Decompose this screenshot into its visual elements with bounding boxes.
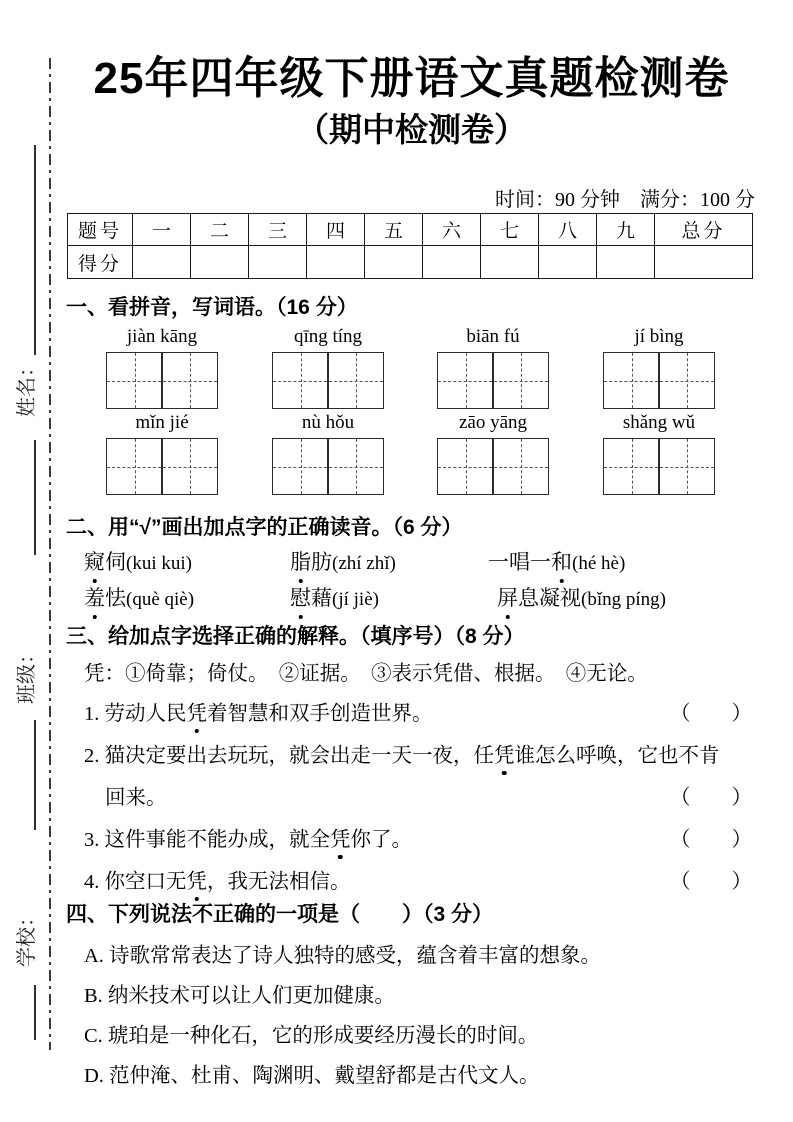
score-table-score-row: [68, 246, 753, 279]
option-a[interactable]: A. 诗歌常常表达了诗人独特的感受，蕴含着丰富的想象。: [84, 945, 602, 967]
q-post: 谁怎么呼唤，它也不肯: [514, 745, 720, 767]
q-pre: 2. 猫决定要出去玩玩，就会出走一天一夜，任: [84, 745, 494, 767]
score-table-header-cell: 题号: [68, 214, 133, 246]
time-score-info: 时间：90 分钟 满分：100 分: [495, 189, 755, 211]
question-text: [84, 864, 351, 894]
q-post: 着智慧和双手创造世界。: [207, 703, 433, 725]
word-entry[interactable]: [84, 546, 192, 576]
pinyin-hint: (zhí zhǐ): [332, 553, 396, 574]
writing-box[interactable]: [272, 352, 384, 409]
dotted-char: 窥: [84, 546, 105, 576]
word-entry[interactable]: [290, 582, 379, 612]
score-cell[interactable]: [365, 246, 423, 279]
word-pre: 一唱一: [488, 550, 551, 574]
page-title: 25年四年级下册语文真题检测卷: [93, 54, 730, 103]
score-table-header-cell: 三: [249, 214, 307, 246]
dotted-char: 凭: [494, 738, 515, 768]
question-line: [84, 696, 752, 726]
section-1-heading: 一、看拼音，写词语。（16 分）: [66, 296, 358, 319]
q-post: ，我无法相信。: [207, 871, 351, 893]
answer-bracket[interactable]: （ ）: [670, 829, 752, 851]
score-cell[interactable]: [539, 246, 597, 279]
word-entry[interactable]: [488, 546, 625, 576]
word-post: 肪: [311, 550, 332, 574]
dotted-char: 凭: [187, 696, 208, 726]
question-text: [105, 780, 167, 810]
section-4-heading: 四、下列说法不正确的一项是（ ）（3 分）: [66, 903, 494, 926]
score-table: [67, 213, 753, 279]
score-cell[interactable]: [481, 246, 539, 279]
dotted-char: 羞: [84, 582, 105, 612]
writing-box[interactable]: [603, 438, 715, 495]
answer-bracket[interactable]: （ ）: [670, 703, 752, 725]
school-blank-line[interactable]: [34, 720, 36, 830]
dotted-char: 脂: [290, 546, 311, 576]
score-cell[interactable]: [423, 246, 481, 279]
dotted-char: 和: [551, 546, 572, 576]
pinyin-label: zāo yāng: [458, 412, 528, 433]
answer-bracket[interactable]: （ ）: [670, 871, 752, 893]
pinyin-label: biān fú: [466, 326, 520, 347]
pinyin-label: jiàn kāng: [126, 326, 198, 347]
score-table-header-cell: 四: [307, 214, 365, 246]
pinyin-label: shǎng wǔ: [622, 412, 696, 433]
score-table-header-cell: 九: [597, 214, 655, 246]
score-row-label: 得分: [68, 246, 133, 279]
writing-box[interactable]: [437, 438, 549, 495]
score-cell[interactable]: [249, 246, 307, 279]
writing-box[interactable]: [106, 352, 218, 409]
score-cell[interactable]: [191, 246, 249, 279]
pinyin-label: qīng tíng: [293, 326, 363, 347]
pinyin-hint: (kui kui): [126, 553, 192, 574]
score-table-header-cell: 总分: [655, 214, 753, 246]
word-entry[interactable]: [84, 582, 194, 612]
score-table-header-row: [68, 214, 753, 246]
pinyin-label: mǐn jié: [135, 412, 189, 433]
name-blank-line[interactable]: [34, 145, 36, 355]
word-entry[interactable]: [290, 546, 396, 576]
pinyin-hint: (jí jiè): [332, 589, 379, 610]
q-post: 你了。: [350, 829, 412, 851]
word-post: 伺: [105, 550, 126, 574]
exam-subtitle: （期中检测卷）: [296, 111, 527, 148]
score-table-header-cell: 五: [365, 214, 423, 246]
word-post: 息凝视: [518, 586, 581, 610]
dotted-char: 慰: [290, 582, 311, 612]
score-table-header-cell: 二: [191, 214, 249, 246]
pinyin-hint: (bǐng píng): [581, 589, 666, 610]
word-post: 藉: [311, 586, 332, 610]
section-2-heading: 二、用“√”画出加点字的正确读音。（6 分）: [66, 516, 463, 539]
score-cell[interactable]: [597, 246, 655, 279]
q-pre: 4. 你空口无: [84, 871, 187, 893]
question-text: [84, 822, 412, 852]
q-pre: 回来。: [105, 787, 167, 809]
score-table-header-cell: 七: [481, 214, 539, 246]
score-table-header-cell: 一: [133, 214, 191, 246]
option-b[interactable]: B. 纳米技术可以让人们更加健康。: [84, 985, 395, 1007]
word-post: 怯: [105, 586, 126, 610]
option-d[interactable]: D. 范仲淹、杜甫、陶渊明、戴望舒都是古代文人。: [84, 1065, 540, 1087]
seal-label-name: 姓名：: [16, 357, 38, 417]
score-table-header-cell: 六: [423, 214, 481, 246]
section-3-heading: 三、给加点字选择正确的解释。（填序号）（8 分）: [66, 625, 525, 648]
score-cell[interactable]: [307, 246, 365, 279]
writing-box[interactable]: [106, 438, 218, 495]
question-text: [84, 738, 720, 768]
option-c[interactable]: C. 琥珀是一种化石，它的形成要经历漫长的时间。: [84, 1025, 539, 1047]
class-blank-line[interactable]: [34, 440, 36, 555]
score-cell[interactable]: [133, 246, 191, 279]
question-line: [84, 738, 752, 768]
writing-box[interactable]: [437, 352, 549, 409]
pinyin-label: jí bìng: [634, 326, 684, 347]
pinyin-label: nù hǒu: [301, 412, 355, 433]
q-pre: 3. 这件事能不能办成，就全: [84, 829, 330, 851]
word-entry[interactable]: [497, 582, 666, 612]
total-score-cell[interactable]: [655, 246, 753, 279]
writing-box[interactable]: [603, 352, 715, 409]
definition-line: 凭：①倚靠；倚仗。 ②证据。 ③表示凭借、根据。 ④无论。: [84, 663, 648, 685]
seal-label-class: 班级：: [16, 644, 38, 704]
school-blank-line-end[interactable]: [34, 985, 36, 1040]
q-pre: 1. 劳动人民: [84, 703, 187, 725]
seal-label-school: 学校：: [16, 907, 38, 967]
answer-bracket[interactable]: （ ）: [670, 787, 752, 809]
score-table-header-cell: 八: [539, 214, 597, 246]
question-line-wrap: [84, 780, 752, 810]
dotted-char: 凭: [330, 822, 351, 852]
question-text: [84, 696, 433, 726]
pinyin-hint: (hé hè): [572, 553, 626, 574]
question-line: [84, 822, 752, 852]
question-line: [84, 864, 752, 894]
pinyin-hint: (què qiè): [126, 589, 195, 610]
dotted-char: 屏: [497, 582, 518, 612]
writing-box[interactable]: [272, 438, 384, 495]
dotted-char: 凭: [187, 864, 208, 894]
